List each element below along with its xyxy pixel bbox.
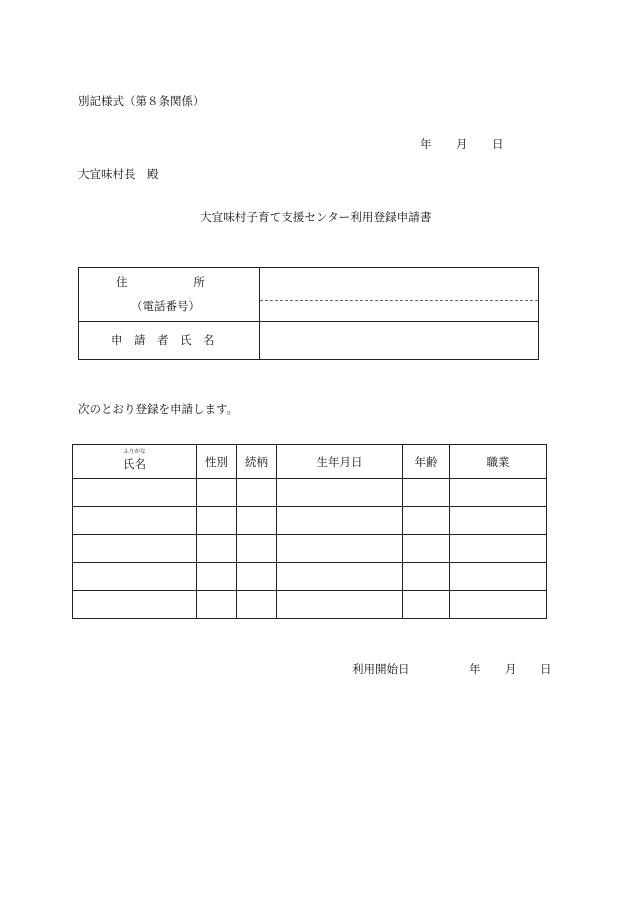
date-month-label: 月 bbox=[456, 137, 468, 151]
address-label-char: 所 bbox=[193, 275, 205, 289]
cell-name bbox=[73, 563, 197, 591]
cell-birthdate bbox=[277, 563, 403, 591]
cell-age bbox=[403, 563, 450, 591]
name-label-cell bbox=[79, 322, 260, 359]
cell-occupation bbox=[450, 591, 547, 619]
addressee: 大宜味村長 殿 bbox=[78, 167, 159, 181]
applicant-table bbox=[78, 267, 539, 360]
cell-age bbox=[403, 591, 450, 619]
cell-gender bbox=[197, 535, 237, 563]
members-table bbox=[72, 444, 547, 619]
header-name bbox=[73, 445, 197, 479]
cell-birthdate bbox=[277, 591, 403, 619]
cell-occupation bbox=[450, 479, 547, 507]
header-age: 年齢 bbox=[403, 445, 450, 479]
address-label-cell bbox=[79, 268, 260, 322]
phone-field bbox=[260, 301, 538, 321]
cell-occupation bbox=[450, 535, 547, 563]
applicant-name-field bbox=[260, 322, 538, 359]
cell-occupation bbox=[450, 563, 547, 591]
cell-birthdate bbox=[277, 479, 403, 507]
phone-label: （電話番号） bbox=[131, 299, 200, 313]
start-date-day-label: 日 bbox=[540, 662, 552, 676]
table-row bbox=[73, 479, 547, 507]
applicant-name-label: 申 請 者 氏 名 bbox=[111, 333, 215, 347]
date-year-label: 年 bbox=[420, 137, 432, 151]
header-name-label: 氏名 bbox=[123, 457, 146, 471]
cell-birthdate bbox=[277, 507, 403, 535]
start-date-label: 利用開始日 bbox=[352, 662, 410, 676]
cell-occupation bbox=[450, 507, 547, 535]
cell-name bbox=[73, 507, 197, 535]
cell-gender bbox=[197, 563, 237, 591]
address-field bbox=[260, 268, 538, 301]
header-birthdate: 生年月日 bbox=[277, 445, 403, 479]
table-row bbox=[73, 563, 547, 591]
cell-age bbox=[403, 535, 450, 563]
header-occupation: 職業 bbox=[450, 445, 547, 479]
table-header-row bbox=[73, 445, 547, 479]
cell-birthdate bbox=[277, 535, 403, 563]
cell-relationship bbox=[237, 591, 277, 619]
header-relationship: 続柄 bbox=[237, 445, 277, 479]
header-gender: 性別 bbox=[197, 445, 237, 479]
table-row bbox=[73, 507, 547, 535]
statement: 次のとおり登録を申請します。 bbox=[78, 402, 239, 416]
form-reference: 別記様式（第８条関係） bbox=[78, 94, 205, 108]
address-label-char: 住 bbox=[116, 275, 128, 289]
cell-age bbox=[403, 507, 450, 535]
cell-relationship bbox=[237, 507, 277, 535]
document-title: 大宜味村子育て支援センター利用登録申請書 bbox=[200, 210, 432, 224]
cell-name bbox=[73, 591, 197, 619]
cell-age bbox=[403, 479, 450, 507]
cell-name bbox=[73, 479, 197, 507]
cell-relationship bbox=[237, 563, 277, 591]
cell-gender bbox=[197, 591, 237, 619]
start-date-year-label: 年 bbox=[469, 662, 481, 676]
cell-relationship bbox=[237, 479, 277, 507]
address-label bbox=[116, 275, 205, 289]
cell-name bbox=[73, 535, 197, 563]
cell-gender bbox=[197, 479, 237, 507]
cell-gender bbox=[197, 507, 237, 535]
table-row bbox=[73, 591, 547, 619]
address-value-cell bbox=[260, 268, 538, 322]
start-date-month-label: 月 bbox=[505, 662, 517, 676]
name-ruby: ふりがな bbox=[123, 449, 146, 455]
table-row bbox=[73, 535, 547, 563]
cell-relationship bbox=[237, 535, 277, 563]
date-day-label: 日 bbox=[492, 137, 504, 151]
members-table-body bbox=[73, 479, 547, 619]
